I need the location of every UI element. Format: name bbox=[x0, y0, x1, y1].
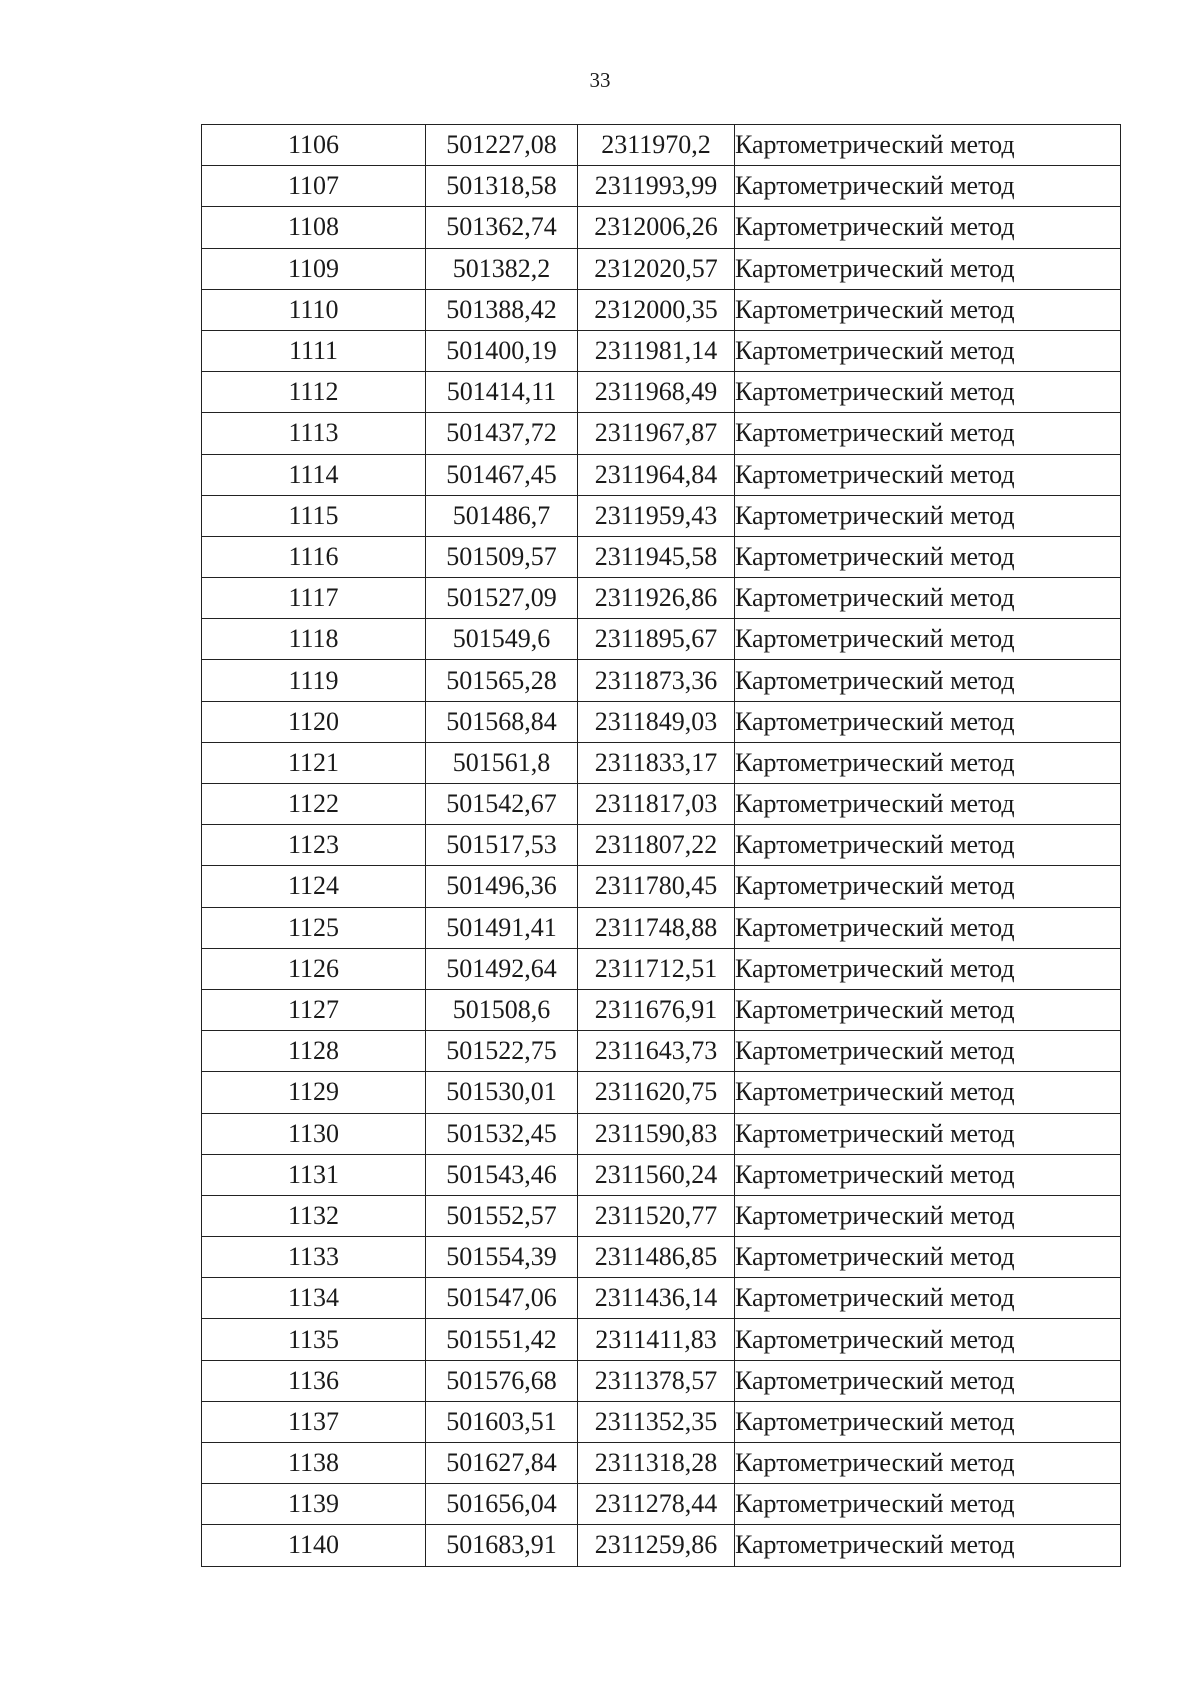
table-row bbox=[202, 166, 1121, 207]
x-coordinate-cell: 501656,04 bbox=[426, 1484, 578, 1525]
method-cell: Картометрический метод bbox=[735, 1278, 1121, 1319]
x-coordinate-cell: 501603,51 bbox=[426, 1401, 578, 1442]
table-row bbox=[202, 454, 1121, 495]
y-coordinate-cell: 2311352,35 bbox=[578, 1401, 735, 1442]
y-coordinate-cell: 2311993,99 bbox=[578, 166, 735, 207]
method-cell: Картометрический метод bbox=[735, 825, 1121, 866]
y-coordinate-cell: 2311833,17 bbox=[578, 742, 735, 783]
y-coordinate-cell: 2311964,84 bbox=[578, 454, 735, 495]
method-cell: Картометрический метод bbox=[735, 372, 1121, 413]
method-cell: Картометрический метод bbox=[735, 1237, 1121, 1278]
method-cell: Картометрический метод bbox=[735, 1031, 1121, 1072]
table-row bbox=[202, 1319, 1121, 1360]
point-number-cell: 1126 bbox=[202, 948, 426, 989]
method-cell: Картометрический метод bbox=[735, 1484, 1121, 1525]
x-coordinate-cell: 501576,68 bbox=[426, 1360, 578, 1401]
x-coordinate-cell: 501683,91 bbox=[426, 1525, 578, 1566]
point-number-cell: 1110 bbox=[202, 289, 426, 330]
y-coordinate-cell: 2311968,49 bbox=[578, 372, 735, 413]
point-number-cell: 1119 bbox=[202, 660, 426, 701]
table-row bbox=[202, 413, 1121, 454]
table-row bbox=[202, 248, 1121, 289]
point-number-cell: 1134 bbox=[202, 1278, 426, 1319]
y-coordinate-cell: 2311620,75 bbox=[578, 1072, 735, 1113]
method-cell: Картометрический метод bbox=[735, 989, 1121, 1030]
y-coordinate-cell: 2311590,83 bbox=[578, 1113, 735, 1154]
table-row bbox=[202, 125, 1121, 166]
point-number-cell: 1118 bbox=[202, 619, 426, 660]
method-cell: Картометрический метод bbox=[735, 1360, 1121, 1401]
x-coordinate-cell: 501508,6 bbox=[426, 989, 578, 1030]
method-cell: Картометрический метод bbox=[735, 619, 1121, 660]
y-coordinate-cell: 2311817,03 bbox=[578, 784, 735, 825]
point-number-cell: 1120 bbox=[202, 701, 426, 742]
y-coordinate-cell: 2311486,85 bbox=[578, 1237, 735, 1278]
point-number-cell: 1111 bbox=[202, 330, 426, 371]
y-coordinate-cell: 2311895,67 bbox=[578, 619, 735, 660]
point-number-cell: 1113 bbox=[202, 413, 426, 454]
point-number-cell: 1124 bbox=[202, 866, 426, 907]
x-coordinate-cell: 501554,39 bbox=[426, 1237, 578, 1278]
table-row bbox=[202, 701, 1121, 742]
coordinates-table bbox=[201, 124, 1121, 1567]
table-row bbox=[202, 1278, 1121, 1319]
y-coordinate-cell: 2311807,22 bbox=[578, 825, 735, 866]
y-coordinate-cell: 2311436,14 bbox=[578, 1278, 735, 1319]
y-coordinate-cell: 2311560,24 bbox=[578, 1154, 735, 1195]
table-row bbox=[202, 1072, 1121, 1113]
point-number-cell: 1130 bbox=[202, 1113, 426, 1154]
x-coordinate-cell: 501565,28 bbox=[426, 660, 578, 701]
point-number-cell: 1137 bbox=[202, 1401, 426, 1442]
point-number-cell: 1112 bbox=[202, 372, 426, 413]
y-coordinate-cell: 2312000,35 bbox=[578, 289, 735, 330]
method-cell: Картометрический метод bbox=[735, 495, 1121, 536]
method-cell: Картометрический метод bbox=[735, 1525, 1121, 1566]
table-row bbox=[202, 1484, 1121, 1525]
method-cell: Картометрический метод bbox=[735, 413, 1121, 454]
method-cell: Картометрический метод bbox=[735, 1195, 1121, 1236]
method-cell: Картометрический метод bbox=[735, 742, 1121, 783]
method-cell: Картометрический метод bbox=[735, 166, 1121, 207]
y-coordinate-cell: 2311318,28 bbox=[578, 1443, 735, 1484]
table-row bbox=[202, 372, 1121, 413]
method-cell: Картометрический метод bbox=[735, 660, 1121, 701]
method-cell: Картометрический метод bbox=[735, 948, 1121, 989]
x-coordinate-cell: 501561,8 bbox=[426, 742, 578, 783]
table-row bbox=[202, 1401, 1121, 1442]
table-row bbox=[202, 1195, 1121, 1236]
table-row bbox=[202, 742, 1121, 783]
point-number-cell: 1116 bbox=[202, 536, 426, 577]
point-number-cell: 1108 bbox=[202, 207, 426, 248]
coordinates-table-body bbox=[202, 125, 1121, 1567]
table-row bbox=[202, 536, 1121, 577]
table-row bbox=[202, 207, 1121, 248]
x-coordinate-cell: 501492,64 bbox=[426, 948, 578, 989]
point-number-cell: 1122 bbox=[202, 784, 426, 825]
x-coordinate-cell: 501543,46 bbox=[426, 1154, 578, 1195]
table-row bbox=[202, 619, 1121, 660]
point-number-cell: 1129 bbox=[202, 1072, 426, 1113]
table-row bbox=[202, 495, 1121, 536]
method-cell: Картометрический метод bbox=[735, 784, 1121, 825]
x-coordinate-cell: 501568,84 bbox=[426, 701, 578, 742]
table-row bbox=[202, 1154, 1121, 1195]
x-coordinate-cell: 501362,74 bbox=[426, 207, 578, 248]
point-number-cell: 1117 bbox=[202, 578, 426, 619]
x-coordinate-cell: 501527,09 bbox=[426, 578, 578, 619]
page-number: 33 bbox=[589, 68, 611, 92]
y-coordinate-cell: 2311849,03 bbox=[578, 701, 735, 742]
x-coordinate-cell: 501491,41 bbox=[426, 907, 578, 948]
point-number-cell: 1136 bbox=[202, 1360, 426, 1401]
point-number-cell: 1123 bbox=[202, 825, 426, 866]
table-row bbox=[202, 866, 1121, 907]
point-number-cell: 1132 bbox=[202, 1195, 426, 1236]
method-cell: Картометрический метод bbox=[735, 248, 1121, 289]
x-coordinate-cell: 501388,42 bbox=[426, 289, 578, 330]
y-coordinate-cell: 2311378,57 bbox=[578, 1360, 735, 1401]
x-coordinate-cell: 501549,6 bbox=[426, 619, 578, 660]
point-number-cell: 1140 bbox=[202, 1525, 426, 1566]
x-coordinate-cell: 501517,53 bbox=[426, 825, 578, 866]
point-number-cell: 1131 bbox=[202, 1154, 426, 1195]
method-cell: Картометрический метод bbox=[735, 454, 1121, 495]
y-coordinate-cell: 2311945,58 bbox=[578, 536, 735, 577]
method-cell: Картометрический метод bbox=[735, 1443, 1121, 1484]
point-number-cell: 1109 bbox=[202, 248, 426, 289]
method-cell: Картометрический метод bbox=[735, 330, 1121, 371]
x-coordinate-cell: 501467,45 bbox=[426, 454, 578, 495]
x-coordinate-cell: 501414,11 bbox=[426, 372, 578, 413]
point-number-cell: 1114 bbox=[202, 454, 426, 495]
table-row bbox=[202, 989, 1121, 1030]
x-coordinate-cell: 501627,84 bbox=[426, 1443, 578, 1484]
table-row bbox=[202, 825, 1121, 866]
y-coordinate-cell: 2311981,14 bbox=[578, 330, 735, 371]
y-coordinate-cell: 2311970,2 bbox=[578, 125, 735, 166]
table-row bbox=[202, 578, 1121, 619]
x-coordinate-cell: 501227,08 bbox=[426, 125, 578, 166]
method-cell: Картометрический метод bbox=[735, 1072, 1121, 1113]
table-row bbox=[202, 784, 1121, 825]
x-coordinate-cell: 501486,7 bbox=[426, 495, 578, 536]
method-cell: Картометрический метод bbox=[735, 1154, 1121, 1195]
table-row bbox=[202, 1237, 1121, 1278]
point-number-cell: 1127 bbox=[202, 989, 426, 1030]
x-coordinate-cell: 501382,2 bbox=[426, 248, 578, 289]
table-row bbox=[202, 1113, 1121, 1154]
method-cell: Картометрический метод bbox=[735, 907, 1121, 948]
point-number-cell: 1139 bbox=[202, 1484, 426, 1525]
y-coordinate-cell: 2312020,57 bbox=[578, 248, 735, 289]
point-number-cell: 1138 bbox=[202, 1443, 426, 1484]
method-cell: Картометрический метод bbox=[735, 1319, 1121, 1360]
y-coordinate-cell: 2311967,87 bbox=[578, 413, 735, 454]
table-row bbox=[202, 1525, 1121, 1566]
x-coordinate-cell: 501542,67 bbox=[426, 784, 578, 825]
method-cell: Картометрический метод bbox=[735, 289, 1121, 330]
y-coordinate-cell: 2311780,45 bbox=[578, 866, 735, 907]
point-number-cell: 1106 bbox=[202, 125, 426, 166]
point-number-cell: 1128 bbox=[202, 1031, 426, 1072]
table-row bbox=[202, 660, 1121, 701]
y-coordinate-cell: 2311748,88 bbox=[578, 907, 735, 948]
x-coordinate-cell: 501437,72 bbox=[426, 413, 578, 454]
y-coordinate-cell: 2311926,86 bbox=[578, 578, 735, 619]
x-coordinate-cell: 501532,45 bbox=[426, 1113, 578, 1154]
method-cell: Картометрический метод bbox=[735, 866, 1121, 907]
y-coordinate-cell: 2311520,77 bbox=[578, 1195, 735, 1236]
table-row bbox=[202, 1031, 1121, 1072]
y-coordinate-cell: 2311259,86 bbox=[578, 1525, 735, 1566]
method-cell: Картометрический метод bbox=[735, 125, 1121, 166]
y-coordinate-cell: 2311712,51 bbox=[578, 948, 735, 989]
table-row bbox=[202, 907, 1121, 948]
method-cell: Картометрический метод bbox=[735, 1113, 1121, 1154]
point-number-cell: 1125 bbox=[202, 907, 426, 948]
x-coordinate-cell: 501547,06 bbox=[426, 1278, 578, 1319]
x-coordinate-cell: 501551,42 bbox=[426, 1319, 578, 1360]
table-row bbox=[202, 948, 1121, 989]
y-coordinate-cell: 2311873,36 bbox=[578, 660, 735, 701]
x-coordinate-cell: 501509,57 bbox=[426, 536, 578, 577]
table-row bbox=[202, 1443, 1121, 1484]
method-cell: Картометрический метод bbox=[735, 578, 1121, 619]
x-coordinate-cell: 501496,36 bbox=[426, 866, 578, 907]
point-number-cell: 1135 bbox=[202, 1319, 426, 1360]
x-coordinate-cell: 501530,01 bbox=[426, 1072, 578, 1113]
y-coordinate-cell: 2311411,83 bbox=[578, 1319, 735, 1360]
point-number-cell: 1121 bbox=[202, 742, 426, 783]
point-number-cell: 1115 bbox=[202, 495, 426, 536]
table-row bbox=[202, 1360, 1121, 1401]
table-row bbox=[202, 330, 1121, 371]
y-coordinate-cell: 2312006,26 bbox=[578, 207, 735, 248]
method-cell: Картометрический метод bbox=[735, 1401, 1121, 1442]
y-coordinate-cell: 2311643,73 bbox=[578, 1031, 735, 1072]
x-coordinate-cell: 501552,57 bbox=[426, 1195, 578, 1236]
y-coordinate-cell: 2311676,91 bbox=[578, 989, 735, 1030]
x-coordinate-cell: 501522,75 bbox=[426, 1031, 578, 1072]
coordinates-table-container bbox=[201, 124, 1119, 1567]
method-cell: Картометрический метод bbox=[735, 207, 1121, 248]
x-coordinate-cell: 501400,19 bbox=[426, 330, 578, 371]
point-number-cell: 1107 bbox=[202, 166, 426, 207]
method-cell: Картометрический метод bbox=[735, 536, 1121, 577]
y-coordinate-cell: 2311278,44 bbox=[578, 1484, 735, 1525]
x-coordinate-cell: 501318,58 bbox=[426, 166, 578, 207]
point-number-cell: 1133 bbox=[202, 1237, 426, 1278]
table-row bbox=[202, 289, 1121, 330]
method-cell: Картометрический метод bbox=[735, 701, 1121, 742]
y-coordinate-cell: 2311959,43 bbox=[578, 495, 735, 536]
